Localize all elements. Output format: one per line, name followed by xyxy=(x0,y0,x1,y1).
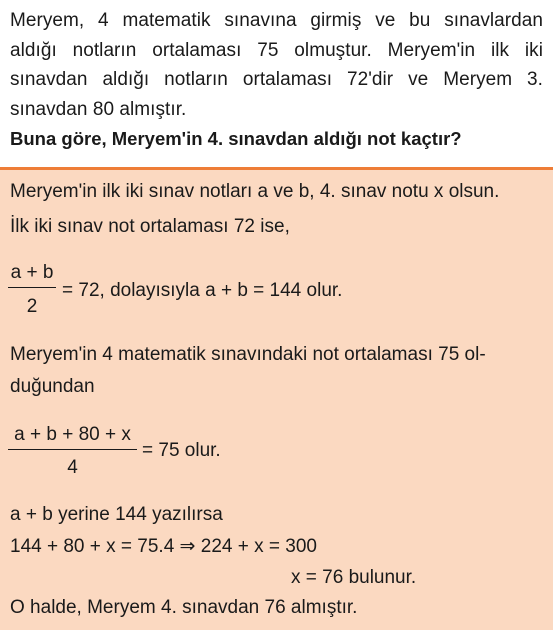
solution-step-1: a + b yerine 144 yazılırsa xyxy=(10,504,223,525)
fraction-1-bar xyxy=(8,287,56,288)
solution-mid-2: duğundan xyxy=(10,376,95,397)
solution-conclusion: O halde, Meryem 4. sınavdan 76 almıştır. xyxy=(10,597,358,618)
solution-mid-1: Meryem'in 4 matematik sınavındaki not ortalaması 75 ol- xyxy=(10,344,486,365)
solution-step-2: 144 + 80 + x = 75.4 ⇒ 224 + x = 300 xyxy=(10,536,317,557)
question-line-4: sınavdan 80 almıştır. xyxy=(10,98,187,120)
solution-block xyxy=(0,170,553,630)
fraction-2-numerator: a + b + 80 + x xyxy=(14,424,131,445)
question-line-1: Meryem, 4 matematik sınavına girmiş ve bu sınavlardan xyxy=(10,10,543,31)
solution-intro-1: Meryem'in ilk iki sınav notları a ve b, 4. sınav notu x olsun. xyxy=(10,181,500,202)
question-block xyxy=(0,0,553,168)
fraction-1-numerator: a + b xyxy=(10,262,54,283)
solution-step-3: x = 76 bulunur. xyxy=(291,567,417,588)
question-prompt: Buna göre, Meryem'in 4. sınavdan aldığı not kaçtır? xyxy=(10,128,462,149)
fraction-2-denominator: 4 xyxy=(67,457,78,478)
fraction-2-tail: = 75 olur. xyxy=(142,440,221,461)
fraction-2-bar xyxy=(8,449,137,450)
question-line-2: aldığı notların ortalaması 75 olmuştur. Meryem'in ilk iki xyxy=(10,39,543,61)
fraction-1-tail: = 72, dolayısıyla a + b = 144 olur. xyxy=(62,280,343,301)
fraction-1-denominator: 2 xyxy=(26,296,38,317)
solution-intro-2: İlk iki sınav not ortalaması 72 ise, xyxy=(10,216,290,237)
question-line-3: sınavdan aldığı notların ortalaması 72'dir ve Meryem 3. xyxy=(10,69,543,90)
